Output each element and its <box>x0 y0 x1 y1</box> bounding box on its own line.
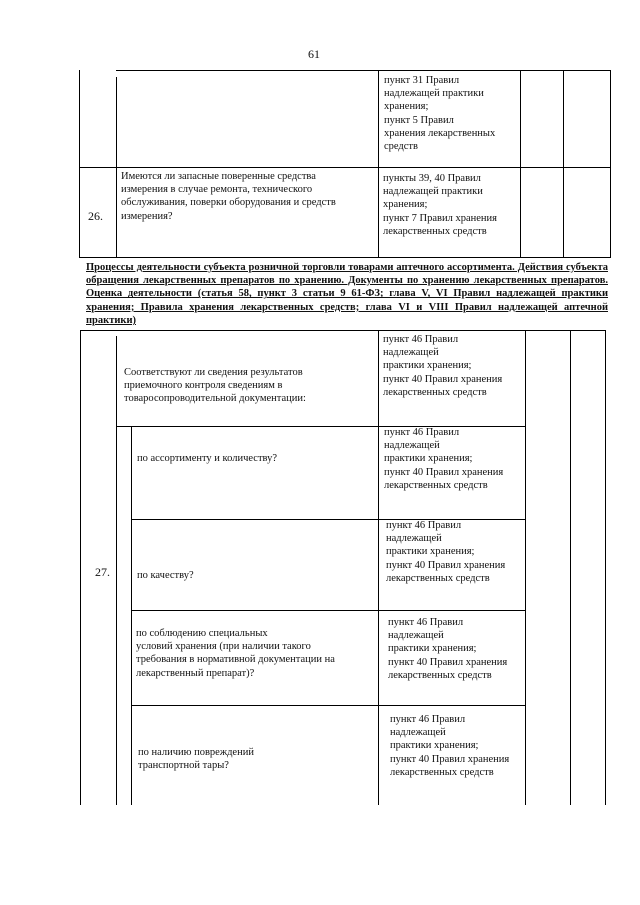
row-26-reference: пункты 39, 40 Правил надлежащей практики хранения; пункт 7 Правил хранения лекарственных средств <box>383 173 497 237</box>
row-27-subitem-2-question: по качеству? <box>137 570 194 581</box>
row-27-subitem-1-question: по ассортименту и количеству? <box>137 453 278 464</box>
row-27-reference: пункт 46 Правил надлежащей практики хранения; пункт 40 Правил хранения лекарственных средств <box>383 334 503 398</box>
row-27-subitem-4-reference: пункт 46 Правил надлежащей практики хранения; пункт 40 Правил хранения лекарственных средств <box>390 714 510 778</box>
section-header-underlined: Процессы деятельности субъекта розничной торговли товарами аптечного ассортимента. Действия субъекта обращения лекарственных препаратов по хранению. Документы по хранению лекарственных препаратов. Оценка деятельности <box>86 262 608 300</box>
row-27-subitem-2-reference: пункт 46 Правил надлежащей практики хранения; пункт 40 Правил хранения лекарственных средств <box>386 520 506 584</box>
row-25-reference: пункт 31 Правил надлежащей практики хранения; пункт 5 Правил хранения лекарственных средств <box>384 75 496 153</box>
row-27-subitem-1-reference: пункт 46 Правил надлежащей практики хранения; пункт 40 Правил хранения лекарственных средств <box>384 427 504 491</box>
row-27-number: 27. <box>95 565 110 579</box>
row-27-subitem-3-question: по соблюдению специальных условий хранения (при наличии такого требования в нормативной документации на лекарственный препарат)? <box>136 628 335 679</box>
row-26-number: 26. <box>88 209 103 223</box>
section-header <box>86 261 608 327</box>
row-26-question: Имеются ли запасные поверенные средства измерения в случае ремонта, технического обслуживания, поверки оборудования и средств измерения? <box>121 171 336 222</box>
row-27-subitem-4-question: по наличию повреждений транспортной тары? <box>138 747 254 772</box>
row-27-question: Соответствуют ли сведения результатов приемочного контроля сведениям в товаросопроводительной документации: <box>124 367 306 405</box>
row-27-subitem-3-reference: пункт 46 Правил надлежащей практики хранения; пункт 40 Правил хранения лекарственных средств <box>388 617 508 681</box>
section-header-rest: (статья 58, пункт 3 статьи 9 61-ФЗ; глава V, VI Правил надлежащей практики хранения; Правила хранения лекарственных средств; глава VI и VIII Правил надлежащей аптечной практики) <box>86 288 609 326</box>
page-number: 61 <box>308 47 320 61</box>
